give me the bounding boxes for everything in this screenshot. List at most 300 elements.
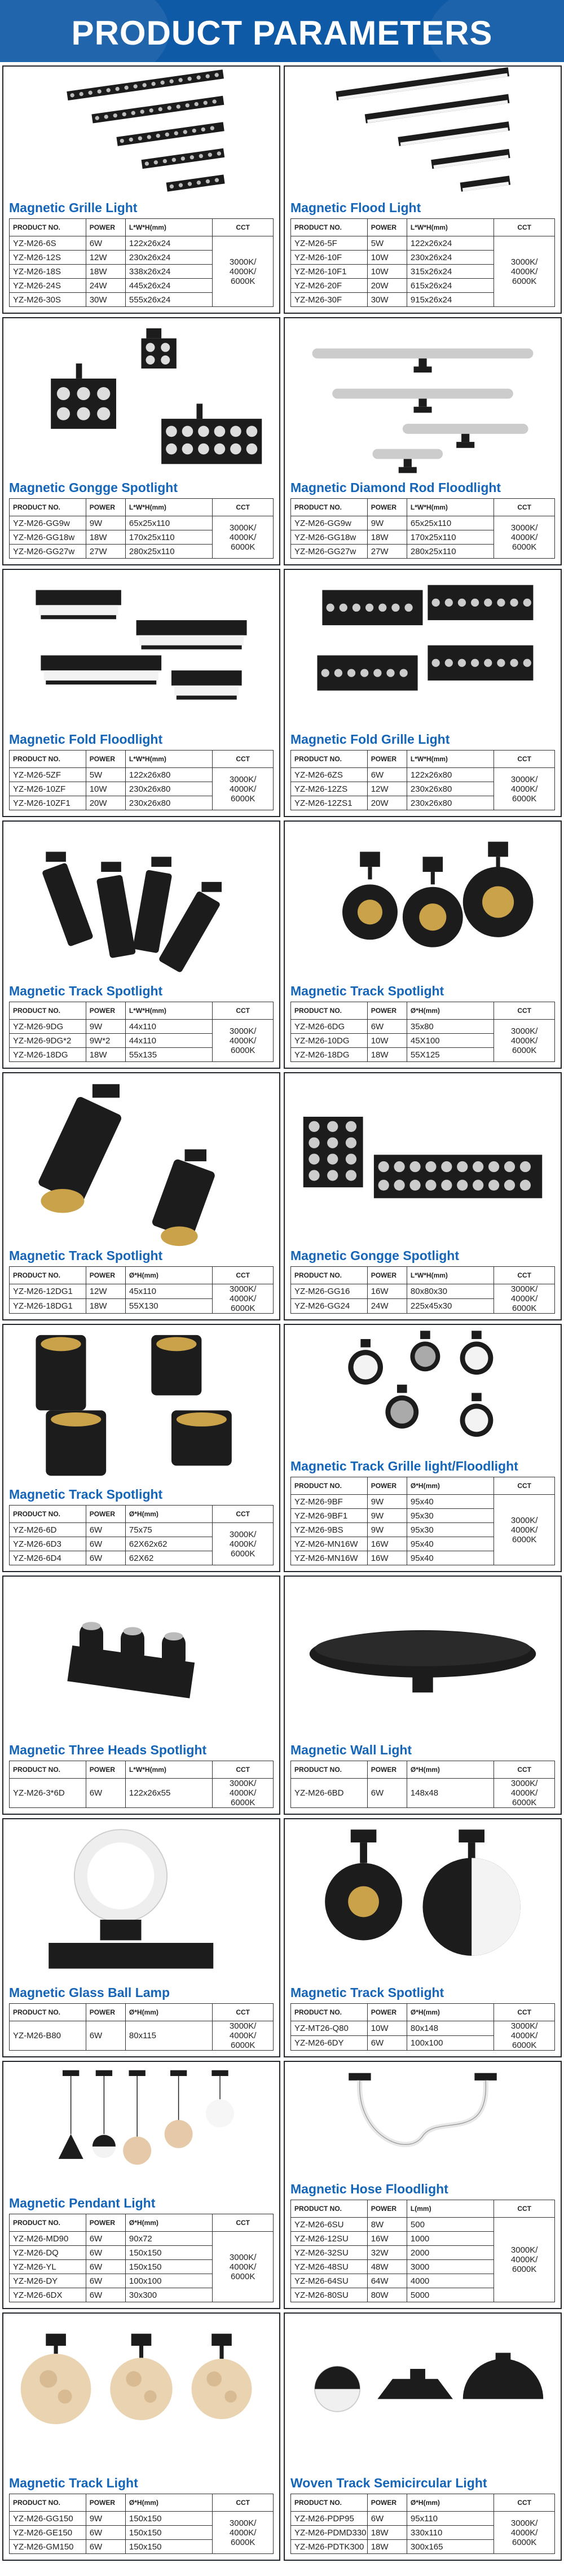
header-cct: CCT [213,2214,274,2232]
header-cct: CCT [494,751,555,768]
product-card-2 [284,65,562,314]
power-cell: 6W [367,2512,407,2526]
power-cell: 10W [367,251,407,265]
spec-row [291,1020,555,1034]
product-image [9,1325,274,1486]
product-image [9,570,274,731]
page-title: PRODUCT PARAMETERS [71,14,493,52]
dimension-cell: 230x26x80 [407,782,493,796]
cct-line: 3000K/ [229,257,257,267]
cct-cell [213,2021,274,2051]
header-power: POWER [86,1761,125,1779]
power-cell: 6W [86,2021,125,2051]
header-power: POWER [367,499,407,516]
spec-header-row [10,1761,274,1779]
pendant-lights-icon [9,2062,274,2195]
dimension-cell: 95x40 [407,1495,493,1509]
header-product-no: PRODUCT NO. [291,219,368,236]
power-cell: 30W [86,293,125,307]
header-cct: CCT [494,2494,555,2512]
product-image [9,1073,274,1247]
dimension-cell: 230x26x80 [125,782,212,796]
header-dimensions: L*W*H(mm) [125,499,212,516]
spec-row [291,2512,555,2526]
cct-line: 3000K/ [510,1515,538,1525]
tube-spotlight-icon [9,1073,274,1247]
surface-downlight-icon [9,1325,274,1486]
cct-line: 3000K/ [229,2021,257,2031]
product-image [9,822,274,982]
product-name: Magnetic Track Light [9,2476,138,2490]
power-cell: 10W [367,1034,407,1048]
product-no-cell: YZ-M26-3*6D [10,1779,86,1808]
dimension-cell: 65x25x110 [407,516,493,530]
moon-track-light-icon [9,2314,274,2474]
power-cell: 20W [367,796,407,810]
spec-table [9,750,274,810]
power-cell: 9W [367,1509,407,1523]
header-dimensions: Ø*H(mm) [407,1477,493,1495]
product-no-cell: YZ-M26-18S [10,265,86,279]
cct-line: 4000K/ [229,1788,257,1798]
dimension-cell: 30x300 [125,2288,212,2302]
header-dimensions: L*W*H(mm) [407,751,493,768]
spec-row [291,768,555,782]
spec-table [290,1002,555,1062]
power-cell: 9W [367,1523,407,1537]
dimension-cell: 225x45x30 [407,1299,493,1314]
power-cell: 6W [86,1551,125,1565]
cct-line: 6000K [512,276,537,286]
product-name: Magnetic Flood Light [290,200,421,215]
product-no-cell: YZ-M26-GG27w [10,545,86,559]
cct-line: 6000K [230,276,255,286]
spec-row [291,2021,555,2036]
dimension-cell: 35x80 [407,1020,493,1034]
spec-header-row [10,1506,274,1523]
cct-line: 4000K/ [229,784,257,794]
product-name: Magnetic Track Spotlight [9,1487,163,1502]
cct-line: 6000K [512,1045,537,1055]
header-product-no: PRODUCT NO. [10,2214,86,2232]
power-cell: 12W [367,782,407,796]
power-cell: 24W [367,1299,407,1314]
cct-cell [494,516,555,559]
cct-line: 3000K/ [510,774,538,784]
cct-line: 6000K [512,793,537,804]
cct-line: 3000K/ [229,2252,257,2262]
product-no-cell: YZ-M26-MN16W [291,1551,368,1565]
spec-row [10,2512,274,2526]
power-cell: 10W [367,2021,407,2036]
product-no-cell: YZ-M26-9BF [291,1495,368,1509]
power-cell: 6W [86,236,125,251]
power-cell: 10W [367,265,407,279]
cct-line: 6000K [512,542,537,552]
dimension-cell: 65x25x110 [125,516,212,530]
dimension-cell: 170x25x110 [407,530,493,545]
product-no-cell: YZ-M26-9BS [291,1523,368,1537]
product-no-cell: YZ-M26-12SU [291,2232,368,2246]
product-no-cell: YZ-M26-GM150 [10,2540,86,2554]
power-cell: 10W [86,782,125,796]
spec-row [291,1779,555,1808]
dimension-cell: 90x72 [125,2232,212,2246]
product-image [9,2314,274,2474]
dimension-cell: 445x26x24 [125,279,212,293]
cct-line: 6000K [512,1798,537,1807]
header-power: POWER [367,1477,407,1495]
dimension-cell: 5000 [407,2288,493,2302]
cct-line: 6000K [230,2537,255,2547]
power-cell: 20W [86,796,125,810]
product-no-cell: YZ-M26-6D3 [10,1537,86,1551]
spec-header-row [10,1267,274,1284]
product-no-cell: YZ-M26-PDP95 [291,2512,368,2526]
product-name: Woven Track Semicircular Light [290,2476,487,2490]
header-product-no: PRODUCT NO. [291,499,368,516]
dimension-cell: 330x110 [407,2526,493,2540]
power-cell: 8W [367,2218,407,2232]
dimension-cell: 615x26x24 [407,279,493,293]
spec-table [290,2003,555,2051]
product-no-cell: YZ-M26-48SU [291,2260,368,2274]
product-card-16 [284,1818,562,2057]
product-no-cell: YZ-M26-18DG [291,1048,368,1062]
power-cell: 9W [86,1020,125,1034]
product-no-cell: YZ-M26-10ZF [10,782,86,796]
header-product-no: PRODUCT NO. [10,2494,86,2512]
dimension-cell: 230x26x24 [407,251,493,265]
header-product-no: PRODUCT NO. [291,1477,368,1495]
product-no-cell: YZ-M26-MD90 [10,2232,86,2246]
page-header [0,0,564,62]
product-no-cell: YZ-M26-GG9w [10,516,86,530]
dimension-cell: 150x150 [125,2526,212,2540]
spec-header-row [291,751,555,768]
spec-table [290,218,555,307]
header-cct: CCT [213,219,274,236]
semicircular-light-icon [290,2314,555,2474]
header-power: POWER [367,2200,407,2218]
header-cct: CCT [213,1761,274,1779]
power-cell: 27W [367,545,407,559]
cct-cell [213,516,274,559]
cct-cell [494,1284,555,1314]
product-no-cell: YZ-M26-10F [291,251,368,265]
spec-table [290,498,555,559]
dimension-cell: 230x26x24 [125,251,212,265]
cct-line: 3000K/ [510,1026,538,1036]
header-cct: CCT [213,2494,274,2512]
dimension-cell: 122x26x55 [125,1779,212,1808]
power-cell: 24W [86,279,125,293]
power-cell: 18W [86,1299,125,1314]
product-image [9,1577,274,1741]
fold-floodlight-icon [9,570,274,731]
power-cell: 16W [367,2232,407,2246]
product-no-cell: YZ-M26-80SU [291,2288,368,2302]
product-no-cell: YZ-M26-18DG [10,1048,86,1062]
cct-line: 4000K/ [510,2527,538,2538]
spec-header-row [10,219,274,236]
cct-line: 4000K/ [510,784,538,794]
power-cell: 32W [367,2246,407,2260]
header-product-no: PRODUCT NO. [10,751,86,768]
power-cell: 18W [86,530,125,545]
dimension-cell: 1000 [407,2232,493,2246]
cct-line: 6000K [230,793,255,804]
spec-row [291,1284,555,1299]
power-cell: 18W [367,1048,407,1062]
product-no-cell: YZ-M26-YL [10,2260,86,2274]
cct-line: 4000K/ [510,1035,538,1046]
cct-line: 3000K/ [510,2245,538,2255]
header-power: POWER [86,2004,125,2021]
dimension-cell: 45x110 [125,1284,212,1299]
spec-row [10,2021,274,2051]
cct-cell [494,2512,555,2554]
cct-cell [213,1523,274,1565]
cct-line: 4000K/ [510,2031,538,2040]
product-name: Magnetic Hose Floodlight [290,2182,448,2196]
product-no-cell: YZ-M26-5F [291,236,368,251]
product-name: Magnetic Track Spotlight [290,984,444,998]
header-product-no: PRODUCT NO. [291,1002,368,1020]
spec-header-row [291,2494,555,2512]
dimension-cell: 230x26x80 [407,796,493,810]
header-cct: CCT [494,1267,555,1284]
product-name: Magnetic Wall Light [290,1743,412,1757]
product-card-6 [284,569,562,817]
cct-cell [213,2512,274,2554]
cct-line: 4000K/ [229,1294,257,1304]
product-no-cell: YZ-M26-9DG [10,1020,86,1034]
header-cct: CCT [213,2004,274,2021]
cylinder-spotlight-icon [9,822,274,982]
cct-cell [213,768,274,810]
power-cell: 6W [86,2232,125,2246]
power-cell: 16W [367,1551,407,1565]
dimension-cell: 55X130 [125,1299,212,1314]
dimension-cell: 95x40 [407,1537,493,1551]
dimension-cell: 62X62x62 [125,1537,212,1551]
cct-line: 6000K [512,1534,537,1544]
power-cell: 16W [367,1284,407,1299]
power-cell: 6W [86,2288,125,2302]
dimension-cell: 915x26x24 [407,293,493,307]
cct-line: 6000K [230,1045,255,1055]
product-name: Magnetic Track Grille light/Floodlight [290,1459,518,1473]
product-image [290,1577,555,1741]
spec-table [290,2494,555,2554]
dimension-cell: 95x30 [407,1523,493,1537]
spec-header-row [291,219,555,236]
spec-header-row [291,2004,555,2021]
product-name: Magnetic Grille Light [9,200,138,215]
cct-line: 4000K/ [510,1525,538,1535]
product-card-9 [2,1072,280,1320]
glass-ball-icon [9,1819,274,1984]
product-card-1 [2,65,280,314]
gongge-spotlight-icon [9,318,274,479]
header-power: POWER [86,1267,125,1284]
cct-cell [494,2218,555,2302]
cct-line: 4000K/ [229,1539,257,1549]
header-product-no: PRODUCT NO. [10,219,86,236]
product-card-7 [2,820,280,1069]
cct-line: 6000K [230,2040,255,2050]
header-cct: CCT [213,1002,274,1020]
header-cct: CCT [213,1506,274,1523]
dimension-cell: 4000 [407,2274,493,2288]
dimension-cell: 44x110 [125,1034,212,1048]
spec-row [10,1779,274,1808]
dimension-cell: 80x80x30 [407,1284,493,1299]
product-no-cell: YZ-M26-18DG1 [10,1299,86,1314]
cct-line: 3000K/ [229,2518,257,2528]
spec-table [9,2003,274,2051]
product-no-cell: YZ-M26-GG18w [10,530,86,545]
product-no-cell: YZ-M26-MN16W [291,1537,368,1551]
header-power: POWER [86,2214,125,2232]
product-name: Magnetic Fold Floodlight [9,732,163,747]
header-product-no: PRODUCT NO. [291,2004,368,2021]
product-no-cell: YZ-M26-10ZF1 [10,796,86,810]
header-dimensions: L*W*H(mm) [407,219,493,236]
header-product-no: PRODUCT NO. [10,1761,86,1779]
header-power: POWER [86,1506,125,1523]
header-cct: CCT [494,1761,555,1779]
product-name: Magnetic Diamond Rod Floodlight [290,480,501,495]
cct-line: 4000K/ [510,1294,538,1304]
header-dimensions: Ø*H(mm) [407,1002,493,1020]
power-cell: 48W [367,2260,407,2274]
spec-table [9,2494,274,2554]
header-product-no: PRODUCT NO. [10,1002,86,1020]
cct-cell [494,236,555,307]
cct-line: 3000K/ [510,1779,538,1788]
header-power: POWER [86,219,125,236]
product-card-14 [284,1576,562,1815]
product-no-cell: YZ-M26-30S [10,293,86,307]
power-cell: 18W [86,1048,125,1062]
product-image [9,2062,274,2195]
cct-line: 4000K/ [510,2255,538,2265]
dimension-cell: 95x30 [407,1509,493,1523]
product-image [290,67,555,199]
product-no-cell: YZ-M26-6SU [291,2218,368,2232]
spec-header-row [10,751,274,768]
cct-line: 3000K/ [510,1284,538,1294]
spec-row [10,516,274,530]
cct-cell [213,1020,274,1062]
spec-row [291,236,555,251]
cct-cell [213,1284,274,1314]
spec-table [290,1266,555,1314]
power-cell: 6W [86,2260,125,2274]
power-cell: 9W*2 [86,1034,125,1048]
product-image [290,1325,555,1458]
product-no-cell: YZ-M26-12S [10,251,86,265]
spec-table [9,1761,274,1808]
cct-line: 4000K/ [510,266,538,277]
product-name: Magnetic Gongge Spotlight [9,480,178,495]
cct-cell [494,768,555,810]
dimension-cell: 150x150 [125,2512,212,2526]
power-cell: 6W [86,2540,125,2554]
header-cct: CCT [213,751,274,768]
cct-line: 3000K/ [229,1026,257,1036]
dimension-cell: 55X125 [407,1048,493,1062]
product-no-cell: YZ-M26-6DG [291,1020,368,1034]
dimension-cell: 280x25x110 [407,545,493,559]
product-image [290,318,555,479]
spec-header-row [10,2004,274,2021]
power-cell: 6W [86,1779,125,1808]
spec-table [290,1477,555,1565]
power-cell: 18W [86,265,125,279]
dimension-cell: 62X62 [125,1551,212,1565]
dimension-cell: 315x26x24 [407,265,493,279]
spec-header-row [10,2214,274,2232]
product-no-cell: YZ-M26-30F [291,293,368,307]
product-no-cell: YZ-M26-GG27w [291,545,368,559]
dimension-cell: 80x148 [407,2021,493,2036]
power-cell: 16W [367,1537,407,1551]
header-dimensions: Ø*H(mm) [407,2004,493,2021]
spec-header-row [291,2200,555,2218]
dimension-cell: 230x26x80 [125,796,212,810]
product-no-cell: YZ-M26-12ZS1 [291,796,368,810]
power-cell: 5W [367,236,407,251]
product-no-cell: YZ-M26-GG9w [291,516,368,530]
round-grille-icon [290,1325,555,1458]
header-product-no: PRODUCT NO. [10,499,86,516]
product-no-cell: YZ-M26-DQ [10,2246,86,2260]
spec-table [9,1505,274,1565]
linear-grille-bars-icon [9,67,274,199]
three-heads-icon [9,1577,274,1741]
product-no-cell: YZ-M26-10DG [291,1034,368,1048]
header-cct: CCT [494,1002,555,1020]
header-power: POWER [86,1002,125,1020]
cct-line: 3000K/ [229,774,257,784]
product-no-cell: YZ-M26-10F1 [291,265,368,279]
dimension-cell: 150x150 [125,2540,212,2554]
power-cell: 5W [86,768,125,782]
header-cct: CCT [494,2200,555,2218]
dimension-cell: 2000 [407,2246,493,2260]
dimension-cell: 44x110 [125,1020,212,1034]
product-name: Magnetic Track Spotlight [9,984,163,998]
product-card-17 [2,2061,280,2309]
dimension-cell: 100x100 [125,2274,212,2288]
product-grid [0,62,564,2564]
power-cell: 6W [86,1523,125,1537]
product-no-cell: YZ-M26-64SU [291,2274,368,2288]
header-power: POWER [367,219,407,236]
power-cell: 12W [86,1284,125,1299]
product-no-cell: YZ-M26-PDTK300 [291,2540,368,2554]
dimension-cell: 150x150 [125,2246,212,2260]
header-dimensions: Ø*H(mm) [407,1761,493,1779]
header-product-no: PRODUCT NO. [291,2494,368,2512]
cct-line: 3000K/ [229,1779,257,1788]
cct-line: 6000K [230,2271,255,2281]
dimension-cell: 122x26x80 [125,768,212,782]
cct-line: 3000K/ [510,2518,538,2528]
